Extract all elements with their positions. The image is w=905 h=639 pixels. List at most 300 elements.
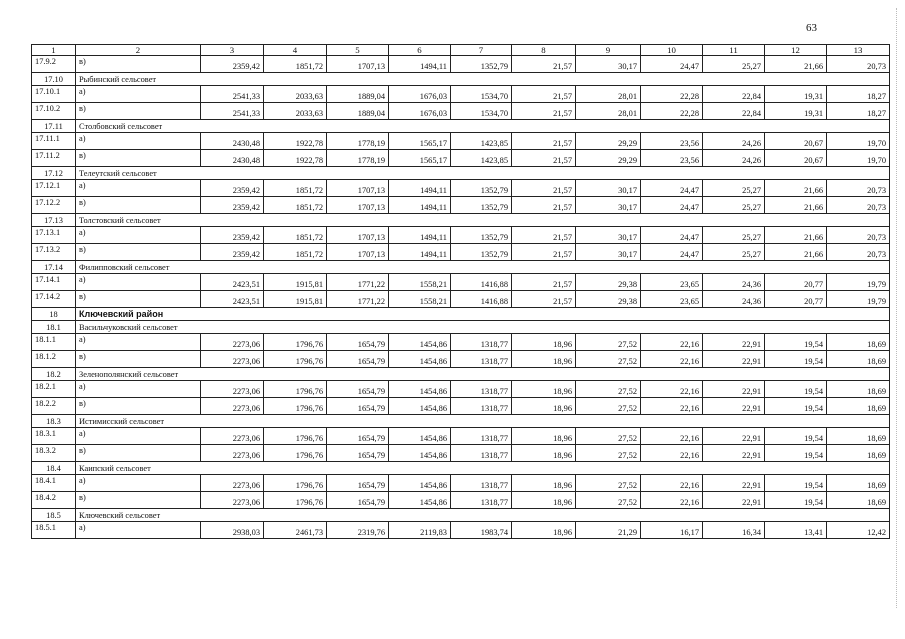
value-cell: 2359,42 <box>201 244 264 261</box>
value-cell: 2423,51 <box>201 291 264 308</box>
value-cell: 21,66 <box>765 197 827 214</box>
value-cell: 2423,51 <box>201 274 264 291</box>
row-subtype: в) <box>76 492 201 509</box>
value-cell: 1454,86 <box>389 334 451 351</box>
page-number: 63 <box>806 22 817 34</box>
section-row <box>32 368 890 381</box>
value-cell: 20,73 <box>827 244 890 261</box>
value-cell: 1494,11 <box>389 197 451 214</box>
value-cell: 2033,63 <box>264 103 327 120</box>
data-row <box>32 351 890 368</box>
value-cell: 2273,06 <box>201 334 264 351</box>
value-cell: 18,69 <box>827 428 890 445</box>
row-code: 17.14 <box>32 261 76 274</box>
value-cell: 21,29 <box>576 522 641 539</box>
value-cell: 2273,06 <box>201 492 264 509</box>
value-cell: 18,27 <box>827 86 890 103</box>
value-cell: 1707,13 <box>327 227 389 244</box>
value-cell: 1318,77 <box>451 381 512 398</box>
value-cell: 2273,06 <box>201 381 264 398</box>
row-code: 17.10 <box>32 73 76 86</box>
value-cell: 1318,77 <box>451 351 512 368</box>
value-cell: 1423,85 <box>451 133 512 150</box>
value-cell: 22,91 <box>703 445 765 462</box>
row-subtype: а) <box>76 475 201 492</box>
row-code: 17.12.1 <box>32 180 76 197</box>
value-cell: 24,47 <box>641 56 703 73</box>
value-cell: 21,57 <box>512 197 576 214</box>
value-cell: 25,27 <box>703 197 765 214</box>
row-code: 18.4.1 <box>32 475 76 492</box>
value-cell: 1796,76 <box>264 381 327 398</box>
value-cell: 18,96 <box>512 351 576 368</box>
row-subtype: а) <box>76 334 201 351</box>
value-cell: 1851,72 <box>264 56 327 73</box>
value-cell: 1654,79 <box>327 492 389 509</box>
value-cell: 1454,86 <box>389 492 451 509</box>
value-cell: 1352,79 <box>451 244 512 261</box>
row-code: 17.11.2 <box>32 150 76 167</box>
row-code: 18.2.1 <box>32 381 76 398</box>
value-cell: 19,54 <box>765 428 827 445</box>
value-cell: 2541,33 <box>201 86 264 103</box>
value-cell: 24,47 <box>641 244 703 261</box>
value-cell: 30,17 <box>576 180 641 197</box>
data-row <box>32 133 890 150</box>
value-cell: 30,17 <box>576 197 641 214</box>
district-name: Ключевский район <box>76 308 890 321</box>
value-cell: 27,52 <box>576 475 641 492</box>
header-cell: 2 <box>76 45 201 56</box>
value-cell: 1318,77 <box>451 398 512 415</box>
value-cell: 1654,79 <box>327 445 389 462</box>
value-cell: 1983,74 <box>451 522 512 539</box>
value-cell: 22,16 <box>641 475 703 492</box>
value-cell: 1707,13 <box>327 180 389 197</box>
row-subtype: в) <box>76 291 201 308</box>
data-row <box>32 492 890 509</box>
value-cell: 1494,11 <box>389 244 451 261</box>
value-cell: 1352,79 <box>451 180 512 197</box>
value-cell: 1654,79 <box>327 381 389 398</box>
value-cell: 16,17 <box>641 522 703 539</box>
value-cell: 1454,86 <box>389 428 451 445</box>
value-cell: 19,54 <box>765 351 827 368</box>
value-cell: 1778,19 <box>327 133 389 150</box>
value-cell: 1851,72 <box>264 227 327 244</box>
section-name: Истимисский сельсовет <box>76 415 890 428</box>
value-cell: 1676,03 <box>389 103 451 120</box>
value-cell: 1318,77 <box>451 334 512 351</box>
value-cell: 21,57 <box>512 227 576 244</box>
value-cell: 1558,21 <box>389 291 451 308</box>
value-cell: 22,84 <box>703 86 765 103</box>
value-cell: 18,96 <box>512 475 576 492</box>
row-code: 18.1 <box>32 321 76 334</box>
value-cell: 18,96 <box>512 492 576 509</box>
value-cell: 18,69 <box>827 445 890 462</box>
value-cell: 16,34 <box>703 522 765 539</box>
value-cell: 1796,76 <box>264 475 327 492</box>
value-cell: 2273,06 <box>201 475 264 492</box>
value-cell: 1318,77 <box>451 428 512 445</box>
value-cell: 1454,86 <box>389 381 451 398</box>
row-subtype: в) <box>76 56 201 73</box>
value-cell: 2119,83 <box>389 522 451 539</box>
header-cell: 12 <box>765 45 827 56</box>
row-subtype: в) <box>76 197 201 214</box>
value-cell: 2430,48 <box>201 133 264 150</box>
value-cell: 23,56 <box>641 133 703 150</box>
data-row <box>32 334 890 351</box>
row-subtype: в) <box>76 244 201 261</box>
value-cell: 22,91 <box>703 334 765 351</box>
value-cell: 22,91 <box>703 351 765 368</box>
value-cell: 1889,04 <box>327 86 389 103</box>
value-cell: 1565,17 <box>389 150 451 167</box>
value-cell: 22,16 <box>641 334 703 351</box>
value-cell: 19,54 <box>765 381 827 398</box>
value-cell: 20,67 <box>765 150 827 167</box>
value-cell: 21,66 <box>765 244 827 261</box>
data-row <box>32 197 890 214</box>
row-subtype: а) <box>76 522 201 539</box>
value-cell: 1352,79 <box>451 227 512 244</box>
row-code: 18.1.1 <box>32 334 76 351</box>
section-row <box>32 214 890 227</box>
value-cell: 1654,79 <box>327 428 389 445</box>
value-cell: 20,73 <box>827 227 890 244</box>
row-code: 18.5.1 <box>32 522 76 539</box>
value-cell: 2273,06 <box>201 445 264 462</box>
value-cell: 28,01 <box>576 103 641 120</box>
value-cell: 21,57 <box>512 133 576 150</box>
section-row <box>32 462 890 475</box>
value-cell: 1796,76 <box>264 398 327 415</box>
value-cell: 22,16 <box>641 445 703 462</box>
value-cell: 24,47 <box>641 227 703 244</box>
section-name: Ключевский сельсовет <box>76 509 890 522</box>
value-cell: 1318,77 <box>451 445 512 462</box>
value-cell: 2461,73 <box>264 522 327 539</box>
value-cell: 18,96 <box>512 398 576 415</box>
value-cell: 1851,72 <box>264 197 327 214</box>
value-cell: 30,17 <box>576 227 641 244</box>
value-cell: 2359,42 <box>201 180 264 197</box>
value-cell: 21,66 <box>765 227 827 244</box>
value-cell: 2033,63 <box>264 86 327 103</box>
data-row <box>32 398 890 415</box>
value-cell: 18,96 <box>512 334 576 351</box>
data-row <box>32 381 890 398</box>
value-cell: 1352,79 <box>451 197 512 214</box>
value-cell: 1454,86 <box>389 475 451 492</box>
value-cell: 1565,17 <box>389 133 451 150</box>
value-cell: 1796,76 <box>264 492 327 509</box>
section-name: Зеленополянский сельсовет <box>76 368 890 381</box>
value-cell: 22,28 <box>641 86 703 103</box>
value-cell: 29,38 <box>576 291 641 308</box>
value-cell: 18,27 <box>827 103 890 120</box>
value-cell: 1796,76 <box>264 351 327 368</box>
value-cell: 1534,70 <box>451 86 512 103</box>
value-cell: 1423,85 <box>451 150 512 167</box>
row-code: 17.14.1 <box>32 274 76 291</box>
row-code: 17.14.2 <box>32 291 76 308</box>
header-cell: 11 <box>703 45 765 56</box>
value-cell: 1796,76 <box>264 428 327 445</box>
section-name: Столбовский сельсовет <box>76 120 890 133</box>
value-cell: 1416,88 <box>451 291 512 308</box>
value-cell: 1654,79 <box>327 398 389 415</box>
value-cell: 1796,76 <box>264 334 327 351</box>
value-cell: 19,54 <box>765 445 827 462</box>
row-code: 18.5 <box>32 509 76 522</box>
value-cell: 1771,22 <box>327 291 389 308</box>
value-cell: 1494,11 <box>389 56 451 73</box>
section-row <box>32 415 890 428</box>
row-code: 17.13 <box>32 214 76 227</box>
value-cell: 2359,42 <box>201 227 264 244</box>
value-cell: 29,29 <box>576 133 641 150</box>
value-cell: 1851,72 <box>264 244 327 261</box>
value-cell: 18,96 <box>512 381 576 398</box>
value-cell: 20,73 <box>827 56 890 73</box>
value-cell: 13,41 <box>765 522 827 539</box>
value-cell: 18,69 <box>827 398 890 415</box>
value-cell: 12,42 <box>827 522 890 539</box>
header-cell: 8 <box>512 45 576 56</box>
value-cell: 21,66 <box>765 180 827 197</box>
value-cell: 22,16 <box>641 351 703 368</box>
value-cell: 19,54 <box>765 492 827 509</box>
value-cell: 2273,06 <box>201 351 264 368</box>
row-subtype: а) <box>76 180 201 197</box>
value-cell: 22,16 <box>641 492 703 509</box>
row-code: 18.3 <box>32 415 76 428</box>
row-code: 18.4.2 <box>32 492 76 509</box>
value-cell: 19,31 <box>765 103 827 120</box>
value-cell: 21,57 <box>512 86 576 103</box>
value-cell: 2359,42 <box>201 56 264 73</box>
value-cell: 22,28 <box>641 103 703 120</box>
value-cell: 1771,22 <box>327 274 389 291</box>
row-code: 18.3.2 <box>32 445 76 462</box>
row-code: 18 <box>32 308 76 321</box>
value-cell: 2541,33 <box>201 103 264 120</box>
value-cell: 22,91 <box>703 428 765 445</box>
header-cell: 9 <box>576 45 641 56</box>
data-row <box>32 274 890 291</box>
value-cell: 1454,86 <box>389 398 451 415</box>
value-cell: 2273,06 <box>201 398 264 415</box>
data-row <box>32 150 890 167</box>
row-code: 17.11.1 <box>32 133 76 150</box>
value-cell: 25,27 <box>703 56 765 73</box>
value-cell: 28,01 <box>576 86 641 103</box>
value-cell: 21,57 <box>512 180 576 197</box>
value-cell: 1494,11 <box>389 180 451 197</box>
value-cell: 24,26 <box>703 150 765 167</box>
value-cell: 1454,86 <box>389 445 451 462</box>
data-row <box>32 56 890 73</box>
value-cell: 19,79 <box>827 274 890 291</box>
value-cell: 23,65 <box>641 291 703 308</box>
row-code: 18.1.2 <box>32 351 76 368</box>
header-cell: 10 <box>641 45 703 56</box>
header-cell: 13 <box>827 45 890 56</box>
row-subtype: а) <box>76 381 201 398</box>
data-row <box>32 244 890 261</box>
table-header-row <box>32 45 890 56</box>
row-code: 17.9.2 <box>32 56 76 73</box>
value-cell: 18,69 <box>827 351 890 368</box>
row-code: 18.3.1 <box>32 428 76 445</box>
value-cell: 21,57 <box>512 274 576 291</box>
data-row <box>32 291 890 308</box>
value-cell: 2273,06 <box>201 428 264 445</box>
value-cell: 21,57 <box>512 150 576 167</box>
row-code: 17.13.1 <box>32 227 76 244</box>
value-cell: 18,69 <box>827 381 890 398</box>
value-cell: 20,73 <box>827 197 890 214</box>
row-subtype: в) <box>76 398 201 415</box>
value-cell: 1654,79 <box>327 475 389 492</box>
header-cell: 3 <box>201 45 264 56</box>
header-cell: 5 <box>327 45 389 56</box>
section-name: Васильчуковский сельсовет <box>76 321 890 334</box>
value-cell: 20,67 <box>765 133 827 150</box>
row-subtype: а) <box>76 133 201 150</box>
value-cell: 18,69 <box>827 475 890 492</box>
value-cell: 2430,48 <box>201 150 264 167</box>
value-cell: 19,54 <box>765 475 827 492</box>
value-cell: 2359,42 <box>201 197 264 214</box>
value-cell: 1558,21 <box>389 274 451 291</box>
header-cell: 6 <box>389 45 451 56</box>
value-cell: 25,27 <box>703 180 765 197</box>
value-cell: 1707,13 <box>327 56 389 73</box>
row-code: 17.12 <box>32 167 76 180</box>
section-row <box>32 120 890 133</box>
section-name: Филипповский сельсовет <box>76 261 890 274</box>
value-cell: 21,57 <box>512 244 576 261</box>
row-code: 18.2 <box>32 368 76 381</box>
row-code: 17.11 <box>32 120 76 133</box>
value-cell: 25,27 <box>703 244 765 261</box>
row-subtype: в) <box>76 351 201 368</box>
row-code: 17.10.2 <box>32 103 76 120</box>
value-cell: 18,69 <box>827 492 890 509</box>
section-row <box>32 509 890 522</box>
value-cell: 29,29 <box>576 150 641 167</box>
value-cell: 24,26 <box>703 133 765 150</box>
value-cell: 22,91 <box>703 381 765 398</box>
value-cell: 27,52 <box>576 351 641 368</box>
value-cell: 24,36 <box>703 291 765 308</box>
row-code: 17.12.2 <box>32 197 76 214</box>
value-cell: 22,91 <box>703 398 765 415</box>
value-cell: 27,52 <box>576 398 641 415</box>
value-cell: 1796,76 <box>264 445 327 462</box>
header-cell: 1 <box>32 45 76 56</box>
value-cell: 1915,81 <box>264 291 327 308</box>
value-cell: 23,56 <box>641 150 703 167</box>
value-cell: 1352,79 <box>451 56 512 73</box>
value-cell: 30,17 <box>576 244 641 261</box>
value-cell: 1318,77 <box>451 492 512 509</box>
data-row <box>32 103 890 120</box>
value-cell: 1915,81 <box>264 274 327 291</box>
row-code: 18.4 <box>32 462 76 475</box>
value-cell: 1416,88 <box>451 274 512 291</box>
data-row <box>32 522 890 539</box>
value-cell: 1654,79 <box>327 351 389 368</box>
value-cell: 1654,79 <box>327 334 389 351</box>
value-cell: 23,65 <box>641 274 703 291</box>
section-name: Толстовский сельсовет <box>76 214 890 227</box>
value-cell: 2938,03 <box>201 522 264 539</box>
value-cell: 1676,03 <box>389 86 451 103</box>
section-row <box>32 321 890 334</box>
table-body <box>32 45 890 539</box>
value-cell: 1534,70 <box>451 103 512 120</box>
value-cell: 18,69 <box>827 334 890 351</box>
section-row <box>32 167 890 180</box>
value-cell: 25,27 <box>703 227 765 244</box>
value-cell: 27,52 <box>576 334 641 351</box>
value-cell: 1889,04 <box>327 103 389 120</box>
value-cell: 19,70 <box>827 150 890 167</box>
value-cell: 22,91 <box>703 475 765 492</box>
row-subtype: а) <box>76 227 201 244</box>
row-subtype: а) <box>76 428 201 445</box>
section-name: Рыбинский сельсовет <box>76 73 890 86</box>
value-cell: 20,77 <box>765 274 827 291</box>
value-cell: 21,66 <box>765 56 827 73</box>
header-cell: 7 <box>451 45 512 56</box>
row-code: 18.2.2 <box>32 398 76 415</box>
data-row <box>32 445 890 462</box>
value-cell: 2319,76 <box>327 522 389 539</box>
data-row <box>32 428 890 445</box>
section-name: Каипский сельсовет <box>76 462 890 475</box>
value-cell: 19,54 <box>765 398 827 415</box>
header-cell: 4 <box>264 45 327 56</box>
value-cell: 22,16 <box>641 381 703 398</box>
value-cell: 30,17 <box>576 56 641 73</box>
value-cell: 24,47 <box>641 197 703 214</box>
value-cell: 19,70 <box>827 133 890 150</box>
value-cell: 20,73 <box>827 180 890 197</box>
value-cell: 18,96 <box>512 428 576 445</box>
value-cell: 22,91 <box>703 492 765 509</box>
value-cell: 19,31 <box>765 86 827 103</box>
tariff-table <box>31 44 890 539</box>
value-cell: 20,77 <box>765 291 827 308</box>
data-row <box>32 180 890 197</box>
data-row <box>32 86 890 103</box>
value-cell: 18,96 <box>512 445 576 462</box>
value-cell: 24,36 <box>703 274 765 291</box>
data-row <box>32 475 890 492</box>
value-cell: 22,84 <box>703 103 765 120</box>
value-cell: 21,57 <box>512 291 576 308</box>
value-cell: 29,38 <box>576 274 641 291</box>
row-subtype: а) <box>76 274 201 291</box>
row-subtype: в) <box>76 445 201 462</box>
value-cell: 27,52 <box>576 428 641 445</box>
